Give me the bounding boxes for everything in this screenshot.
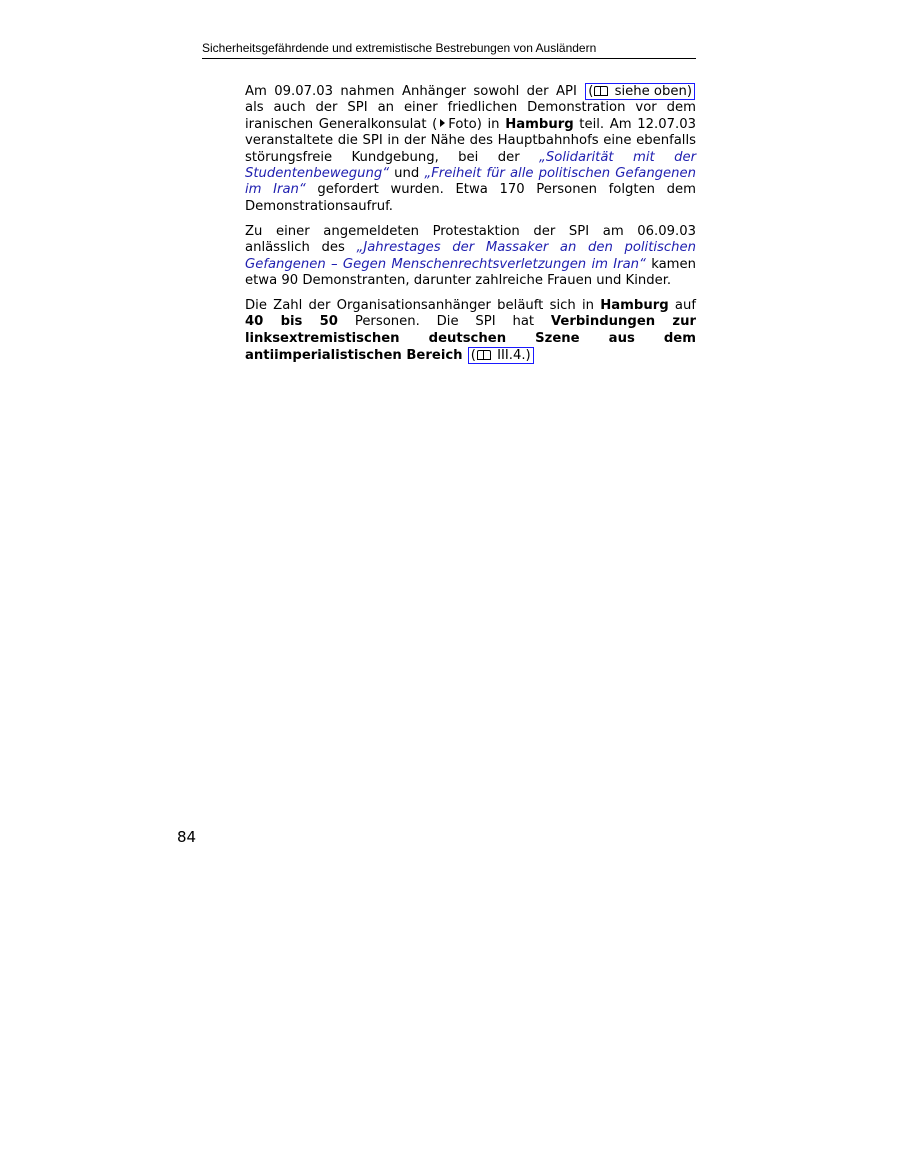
ref-label: III.4.) (497, 348, 531, 364)
text-segment: gefordert wurden. Etwa 170 Personen folgten dem Demonstrationsaufruf. (245, 182, 697, 214)
ref-open: ( (470, 348, 476, 364)
member-count: 40 bis 50 (245, 314, 338, 330)
text-segment: Personen. Die SPI hat (338, 314, 551, 330)
text-segment: Zu einer angemeldeten Protestaktion der SPI am 06.09.03 anlässlich des (245, 223, 696, 256)
ref-label: siehe oben) (614, 84, 692, 99)
running-header: Sicherheitsgefährdende und extremistische Bestrebungen von Ausländern (202, 40, 696, 59)
cross-reference-link-section[interactable] (468, 347, 534, 364)
city-name: Hamburg (505, 116, 574, 132)
paragraph-protest (245, 224, 696, 290)
text-segment: Die Zahl der Organisationsanhänger beläuft sich in (245, 297, 601, 313)
slogan-quote: „Freiheit für alle politischen Gefangenen im Iran“ (245, 166, 696, 198)
text-segment: Am 09.07.03 nahmen Anhänger sowohl der API (245, 84, 585, 99)
text-segment: auf (668, 297, 696, 313)
text-segment: kamen etwa 90 Demonstranten, darunter zahlreiche Frauen und Kinder. (245, 256, 697, 288)
photo-link[interactable] (437, 117, 482, 132)
article-body (245, 83, 696, 373)
city-name: Hamburg (600, 297, 669, 313)
ref-open: ( (588, 84, 594, 99)
cross-reference-link-above[interactable] (585, 83, 695, 100)
book-icon (477, 350, 491, 360)
text-segment: in (481, 116, 506, 132)
photo-label: Foto) (448, 116, 482, 132)
caret-right-icon (440, 119, 445, 127)
text-segment: teil. Am 12.07.03 veranstaltete die SPI in der Nähe des Hauptbahnhofs eine ebenfalls störungsfreie Kundgebung, bei der (245, 116, 696, 165)
connections-statement: Verbindungen zur linksextremistischen deutschen Szene aus dem antiimperialistischen Bereich (245, 314, 696, 364)
page-number: 84 (177, 828, 197, 846)
text-segment (463, 348, 467, 363)
book-icon (594, 86, 608, 96)
paragraph-demonstrations (245, 83, 696, 215)
slogan-quote: „Solidarität mit der Studentenbewegung“ (245, 149, 696, 182)
slogan-quote: „Jahrestages der Massaker an den politischen Gefangenen – Gegen Menschenrechtsverletzungen im Iran“ (245, 240, 696, 272)
text-segment: als auch der SPI an einer friedlichen Demonstration vor dem iranischen Generalkonsulat ( (245, 100, 696, 132)
paragraph-membership (245, 298, 696, 365)
text-segment: und (389, 166, 425, 182)
